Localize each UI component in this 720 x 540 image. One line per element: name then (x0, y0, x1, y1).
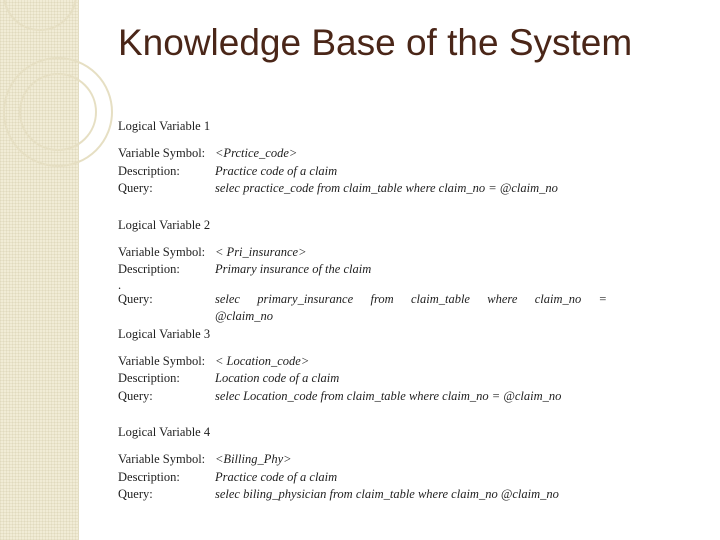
description-value: Practice code of a claim (215, 163, 338, 178)
symbol-row (118, 145, 618, 163)
query-row (118, 388, 618, 406)
query-value: selec biling_physician from claim_table where claim_no @claim_no (215, 487, 559, 501)
description-row (118, 469, 618, 487)
description-label: Description: (118, 371, 180, 385)
symbol-value: < Location_code> (215, 353, 310, 368)
symbol-label: Variable Symbol: (118, 353, 206, 368)
query-value: selec practice_code from claim_table where claim_no = @claim_no (215, 181, 558, 195)
description-row (118, 261, 618, 279)
logical-variable-3 (118, 326, 618, 406)
query-label: Query: (118, 388, 153, 403)
query-row (118, 486, 618, 504)
logical-variable-2 (118, 217, 618, 326)
logical-variable-4 (118, 424, 618, 504)
description-row (118, 163, 618, 181)
description-row (118, 370, 618, 388)
description-label: Description: (118, 262, 180, 276)
description-label: Description: (118, 163, 180, 178)
symbol-row (118, 451, 618, 469)
symbol-value: < Pri_insurance> (215, 244, 307, 259)
description-label: Description: (118, 469, 180, 484)
symbol-row (118, 353, 618, 371)
knowledge-base-content (118, 118, 618, 504)
decorative-side-band (0, 0, 79, 540)
variable-heading: Logical Variable 2 (118, 217, 211, 232)
description-value: Primary insurance of the claim (215, 262, 372, 276)
symbol-label: Variable Symbol: (118, 146, 206, 160)
slide-title: Knowledge Base of the System (118, 22, 633, 63)
logical-variable-1 (118, 118, 618, 198)
query-label: Query: (118, 487, 153, 501)
variable-heading: Logical Variable 1 (118, 119, 211, 133)
variable-heading: Logical Variable 4 (118, 425, 211, 439)
description-value: Practice code of a claim (215, 469, 338, 484)
query-value: selec primary_insurance from claim_table where claim_no = @claim_no (215, 291, 607, 323)
query-value: selec Location_code from claim_table where claim_no = @claim_no (215, 388, 562, 403)
stray-mark: . (118, 277, 122, 292)
query-label: Query: (118, 181, 153, 195)
symbol-row (118, 244, 618, 262)
symbol-label: Variable Symbol: (118, 452, 206, 466)
symbol-value: <Billing_Phy> (215, 452, 292, 466)
symbol-value: <Prctice_code> (215, 146, 298, 160)
variable-heading: Logical Variable 3 (118, 326, 211, 341)
query-row (118, 180, 618, 198)
symbol-label: Variable Symbol: (118, 244, 206, 259)
query-label: Query: (118, 291, 153, 306)
description-value: Location code of a claim (215, 371, 340, 385)
query-row (118, 291, 618, 326)
